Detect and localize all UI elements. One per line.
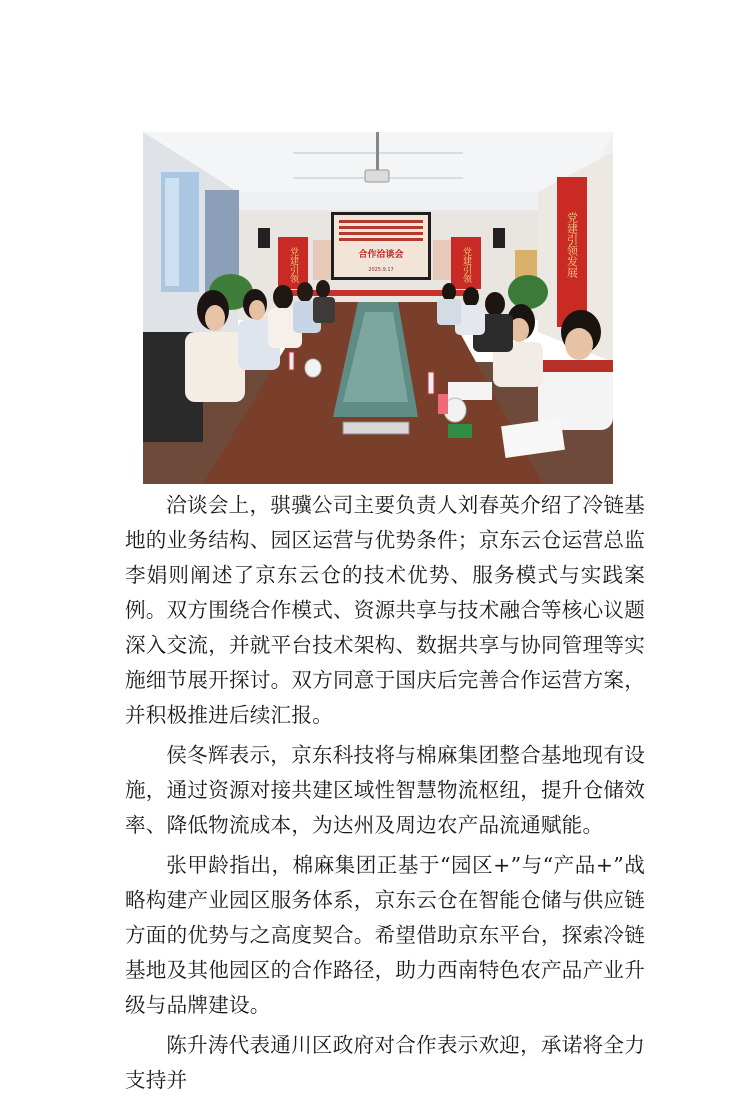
paragraph-4: 陈升涛代表通川区政府对合作表示欢迎，承诺将全力支持并 [125, 1033, 645, 1092]
banner-right: 党建引领 [461, 247, 471, 283]
pillar-text: 党建引领发展 [565, 212, 579, 278]
meeting-photo [143, 132, 613, 484]
paragraph-1: 洽谈会上，骐骥公司主要负责人刘春英介绍了冷链基地的业务结构、园区运营与优势条件；京东云仓运营总监李娟则阐述了京东云仓的技术优势、服务模式与实践案例。双方围绕合作模式、资源共享与技术融合等核心议题深入交流，并就平台技术架构、数据共享与协同管理等实施细节展开探讨。双方同意于国庆后完善合作运营方案，并积极推进后续汇报。 [125, 493, 645, 727]
article-body [125, 488, 645, 1103]
paragraph-3: 张甲龄指出，棉麻集团正基于“园区+”与“产品+”战略构建产业园区服务体系，京东云仓在智能仓储与供应链方面的优势与之高度契合。希望借助京东平台，探索冷链基地及其他园区的合作路径，助力西南特色农产品产业升级与品牌建设。 [125, 853, 645, 1017]
banner-left: 党建引领 [288, 247, 298, 283]
screen-title: 合作洽谈会 [358, 250, 404, 260]
screen-date: 2025.9.17 [368, 267, 394, 273]
paragraph-2: 侯冬辉表示，京东科技将与棉麻集团整合基地现有设施，通过资源对接共建区域性智慧物流枢纽，提升仓储效率、降低物流成本，为达州及周边农产品流通赋能。 [125, 743, 645, 837]
